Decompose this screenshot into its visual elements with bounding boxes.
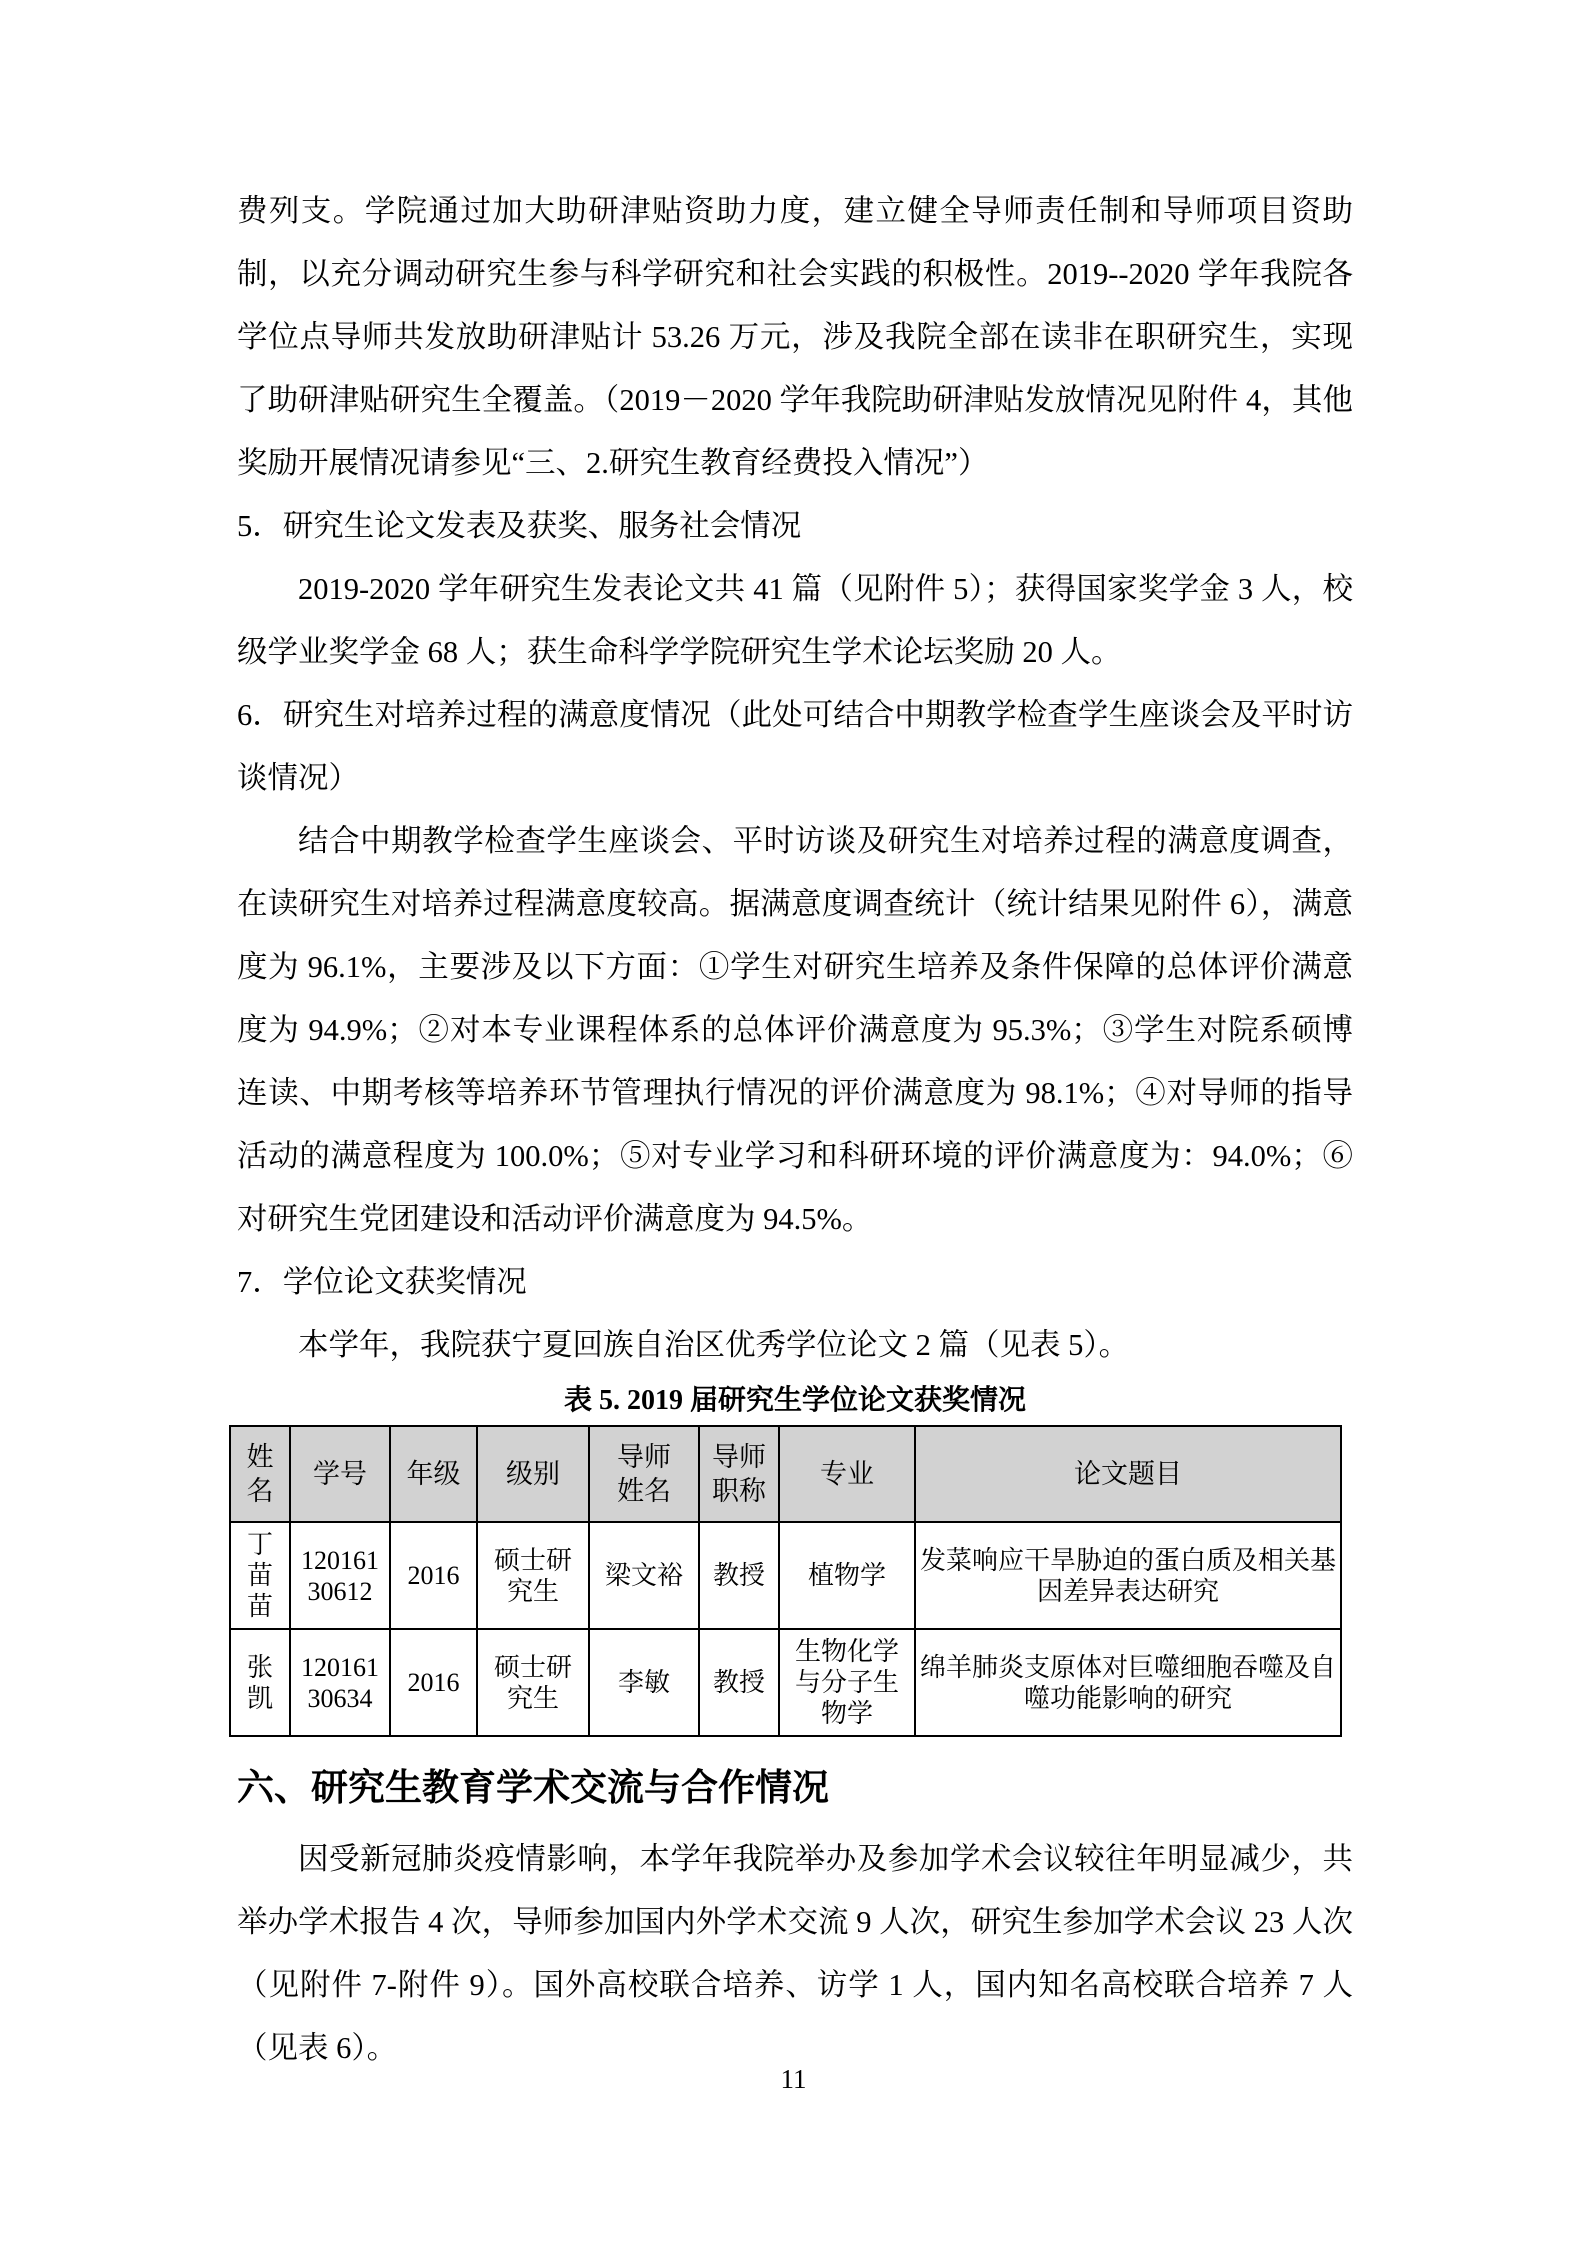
cell-major: 生物化学与分子生物学 xyxy=(779,1629,915,1736)
item7-heading: 7．学位论文获奖情况 xyxy=(237,1265,527,1299)
item5-heading: 5．研究生论文发表及获奖、服务社会情况 xyxy=(237,509,802,543)
column-header-major: 专业 xyxy=(779,1426,915,1522)
column-header-supervisor-label: 导师姓名 xyxy=(616,1442,671,1506)
item7-paragraph: 本学年，我院获宁夏回族自治区优秀学位论文 2 篇（见表 5）。 xyxy=(298,1328,1130,1362)
section6-paragraph: 因受新冠肺炎疫情影响，本学年我院举办及参加学术会议较往年明显减少，共举办学术报告 4 次，导师参加国内外学术交流 9 人次，研究生参加学术会议 23 人次（见附件 7-附件 9）。国外高校联合培养、访学 1 人，国内知名高校联合培养 7 人（见表 6）。 xyxy=(237,1842,1353,2065)
cell-grade: 2016 xyxy=(390,1629,477,1736)
table-row xyxy=(230,1522,1341,1629)
column-header-level: 级别 xyxy=(477,1426,589,1522)
item6-heading: 6．研究生对培养过程的满意度情况（此处可结合中期教学检查学生座谈会及平时访谈情况） xyxy=(237,698,1353,795)
cell-major: 植物学 xyxy=(779,1522,915,1629)
cell-name: 张凯 xyxy=(230,1629,290,1736)
page-number: 11 xyxy=(780,2064,807,2094)
column-header-supervisor-title-label: 导师职称 xyxy=(711,1442,766,1506)
column-header-supervisor-title xyxy=(699,1426,779,1522)
column-header-supervisor xyxy=(589,1426,699,1522)
cell-name: 丁苗苗 xyxy=(230,1522,290,1629)
table5-caption: 表 5. 2019 届研究生学位论文获奖情况 xyxy=(563,1385,1026,1416)
column-header-grade: 年级 xyxy=(390,1426,477,1522)
cell-supervisor: 李敏 xyxy=(589,1629,699,1736)
column-header-student-id: 学号 xyxy=(290,1426,390,1522)
section6-heading: 六、研究生教育学术交流与合作情况 xyxy=(237,1768,829,1809)
table-row xyxy=(230,1629,1341,1736)
cell-supervisor: 梁文裕 xyxy=(589,1522,699,1629)
column-header-thesis-title: 论文题目 xyxy=(915,1426,1341,1522)
cell-thesis-title: 发菜响应干旱胁迫的蛋白质及相关基因差异表达研究 xyxy=(915,1522,1341,1629)
item5-paragraph: 2019-2020 学年研究生发表论文共 41 篇（见附件 5）；获得国家奖学金 3 人，校级学业奖学金 68 人；获生命科学学院研究生学术论坛奖励 20 人。 xyxy=(237,572,1353,669)
cell-grade: 2016 xyxy=(390,1522,477,1629)
thesis-award-table xyxy=(229,1425,1342,1737)
cell-student-id: 12016130612 xyxy=(290,1522,390,1629)
cell-student-id: 12016130634 xyxy=(290,1629,390,1736)
cell-level: 硕士研究生 xyxy=(477,1629,589,1736)
cell-supervisor-title: 教授 xyxy=(699,1522,779,1629)
cell-supervisor-title: 教授 xyxy=(699,1629,779,1736)
item6-paragraph: 结合中期教学检查学生座谈会、平时访谈及研究生对培养过程的满意度调查，在读研究生对培养过程满意度较高。据满意度调查统计（统计结果见附件 6），满意度为 96.1%，主要涉及以下方面：①学生对研究生培养及条件保障的总体评价满意度为 94.9%；②对本专业课程体系的总体评价满意度为 95.3%；③学生对院系硕博连读、中期考核等培养环节管理执行情况的评价满意度为 98.1%；④对导师的指导活动的满意程度为 100.0%；⑤对专业学习和科研环境的评价满意度为：94.0%；⑥对研究生党团建设和活动评价满意度为 94.5%。 xyxy=(237,824,1353,1236)
column-header-name: 姓名 xyxy=(230,1426,290,1522)
paragraph-funding-continued: 费列支。学院通过加大助研津贴资助力度，建立健全导师责任制和导师项目资助制，以充分调动研究生参与科学研究和社会实践的积极性。2019--2020 学年我院各学位点导师共发放助研津贴计 53.26 万元，涉及我院全部在读非在职研究生，实现了助研津贴研究生全覆盖。（2019－2020 学年我院助研津贴发放情况见附件 4，其他奖励开展情况请参见“三、2.研究生教育经费投入情况”） xyxy=(237,194,1353,480)
table-header-row xyxy=(230,1426,1341,1522)
cell-thesis-title: 绵羊肺炎支原体对巨噬细胞吞噬及自噬功能影响的研究 xyxy=(915,1629,1341,1736)
cell-level: 硕士研究生 xyxy=(477,1522,589,1629)
